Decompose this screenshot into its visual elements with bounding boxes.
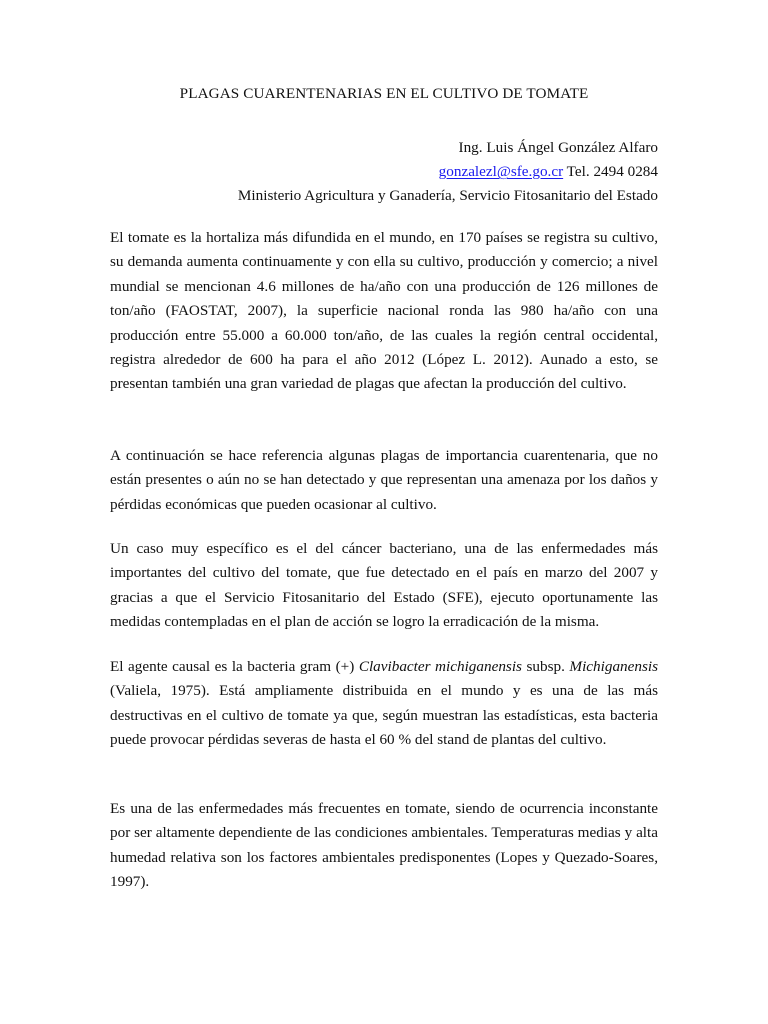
author-email-link[interactable]: gonzalezl@sfe.go.cr [438,163,564,180]
subspecies-name: Michiganensis [569,658,659,675]
author-phone: Tel. 2494 0284 [566,163,658,180]
paragraph [110,655,658,753]
paragraph-text: A continuación se hace referencia algunas plagas de importancia cuarentenaria, que no están presentes o aún no se han detectado y que representan una amenaza por los daños y pérdidas económicas que pueden ocasionar al cultivo. [110,447,658,513]
author-contact [110,160,658,184]
paragraph [110,226,658,397]
document-page [110,0,658,1024]
paragraph [110,444,658,517]
author-name: Ing. Luis Ángel González Alfaro [458,139,658,156]
paragraph-text [110,655,658,753]
paragraph [110,537,658,635]
paragraph-text: Un caso muy específico es el del cáncer bacteriano, una de las enfermedades más importantes del cultivo del tomate, que fue detectado en el país en marzo del 2007 y gracias a que el Servicio Fitosanitario del Estado (SFE), ejecuto oportunamente las medidas contempladas en el plan de acción se logro la erradicación de la misma. [110,540,658,631]
species-name: Clavibacter michiganensis [358,658,522,675]
document-title: PLAGAS CUARENTENARIAS EN EL CULTIVO DE TOMATE [179,85,589,102]
author-block [110,136,658,208]
author-affiliation: Ministerio Agricultura y Ganadería, Servicio Fitosanitario del Estado [237,187,658,204]
paragraph-text: El tomate es la hortaliza más difundida en el mundo, en 170 países se registra su cultivo, su demanda aumenta continuamente y con ella su cultivo, producción y comercio; a nivel mundial se mencionan 4.6 millones de ha/año con una producción de 126 millones de ton/año (FAOSTAT, 2007), la superficie nacional ronda las 980 ha/año con una producción entre 55.000 a 60.000 ton/año, de las cuales la región central occidental, registra alrededor de 600 ha para el año 2012 (López L. 2012). Aunado a esto, se presentan también una gran variedad de plagas que afectan la producción del cultivo. [110,229,658,393]
text-run: subsp. [521,658,570,675]
paragraph-text: Es una de las enfermedades más frecuentes en tomate, siendo de ocurrencia inconstante por ser altamente dependiente de las condiciones ambientales. Temperaturas medias y alta humedad relativa son los factores ambientales predisponentes (Lopes y Quezado-Soares, 1997). [110,800,658,891]
text-run: El agente causal es la bacteria gram (+) [110,658,359,675]
text-run: (Valiela, 1975). Está ampliamente distribuida en el mundo y es una de las más destructivas en el cultivo de tomate ya que, según muestran las estadísticas, esta bacteria puede provocar pérdidas severas de hasta el 60 % del stand de plantas del cultivo. [110,682,658,749]
paragraph [110,797,658,895]
